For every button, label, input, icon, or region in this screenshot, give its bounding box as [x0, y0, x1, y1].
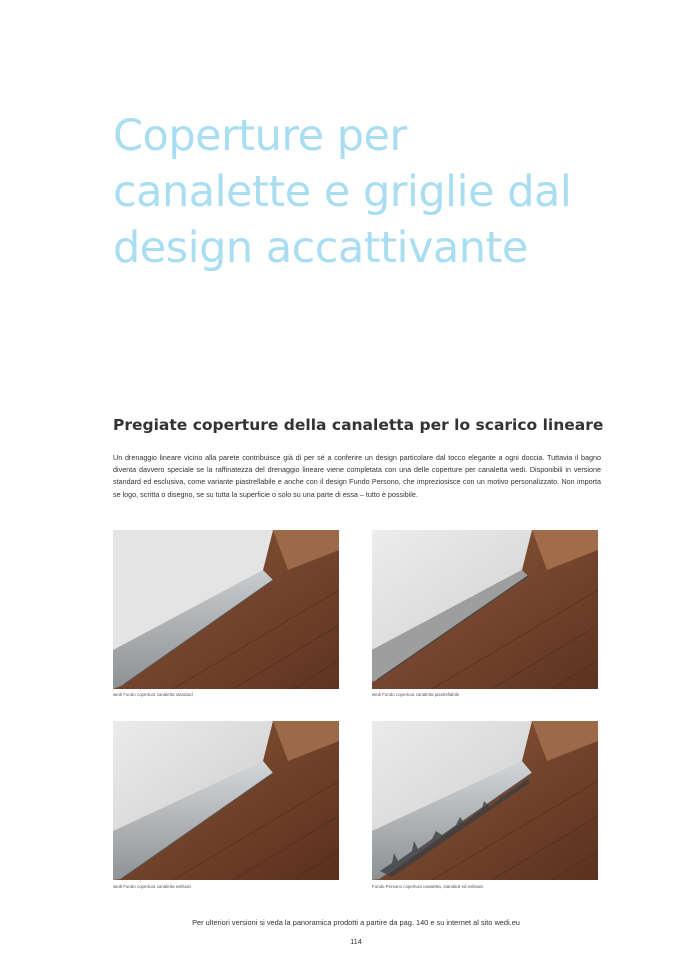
photo-standard-cover	[113, 530, 339, 689]
photo-standard-cover-image	[113, 530, 339, 689]
photo-caption-1: wedi Fundo copertura canaletta standard	[113, 692, 193, 697]
title-line-1: Coperture per	[113, 111, 407, 161]
photo-exclusive-cover	[113, 721, 339, 880]
photo-caption-4: Fundo Persono copertura canaletta, standard ed exklusiv	[372, 884, 484, 889]
photo-caption-3: wedi Fundo copertura canaletta exklusiv	[113, 884, 192, 889]
body-paragraph: Un drenaggio lineare vicino alla parete contribuisce già di per sé a conferire un design particolare dal tocco elegante a ogni doccia. Tuttavia il bagno diventa davvero speciale se la raffinatezza del drenaggio lineare viene completata con una delle coperture per canaletta wedi. Disponibili in versione standard ed esclusiva, come variante piastrellabile e anche con il design Fundo Personо, che impreziosisce con un motivo personalizzato. Non importa se logo, scritta o disegno, se su tutta la superficie o solo su una parte di essa – tutto è possibile.	[113, 453, 601, 499]
section-subtitle: Pregiate coperture della canaletta per lo scarico lineare	[113, 416, 604, 434]
page-title	[113, 108, 653, 276]
photo-exclusive-cover-image	[113, 721, 339, 880]
title-line-3: design accattivante	[113, 223, 528, 273]
page-number: 114	[350, 937, 362, 946]
photo-persono-cover	[372, 721, 598, 880]
photo-persono-cover-image	[372, 721, 598, 880]
photo-tileable-cover-image	[372, 530, 598, 689]
footer-note: Per ulteriori versioni si veda la panoramica prodotti a partire da pag. 140 e su internet al sito wedi.eu	[192, 918, 520, 927]
title-line-2: canalette e griglie dal	[113, 167, 572, 217]
photo-tileable-cover	[372, 530, 598, 689]
photo-caption-2: wedi Fundo copertura canaletta piastrellabile	[372, 692, 460, 697]
